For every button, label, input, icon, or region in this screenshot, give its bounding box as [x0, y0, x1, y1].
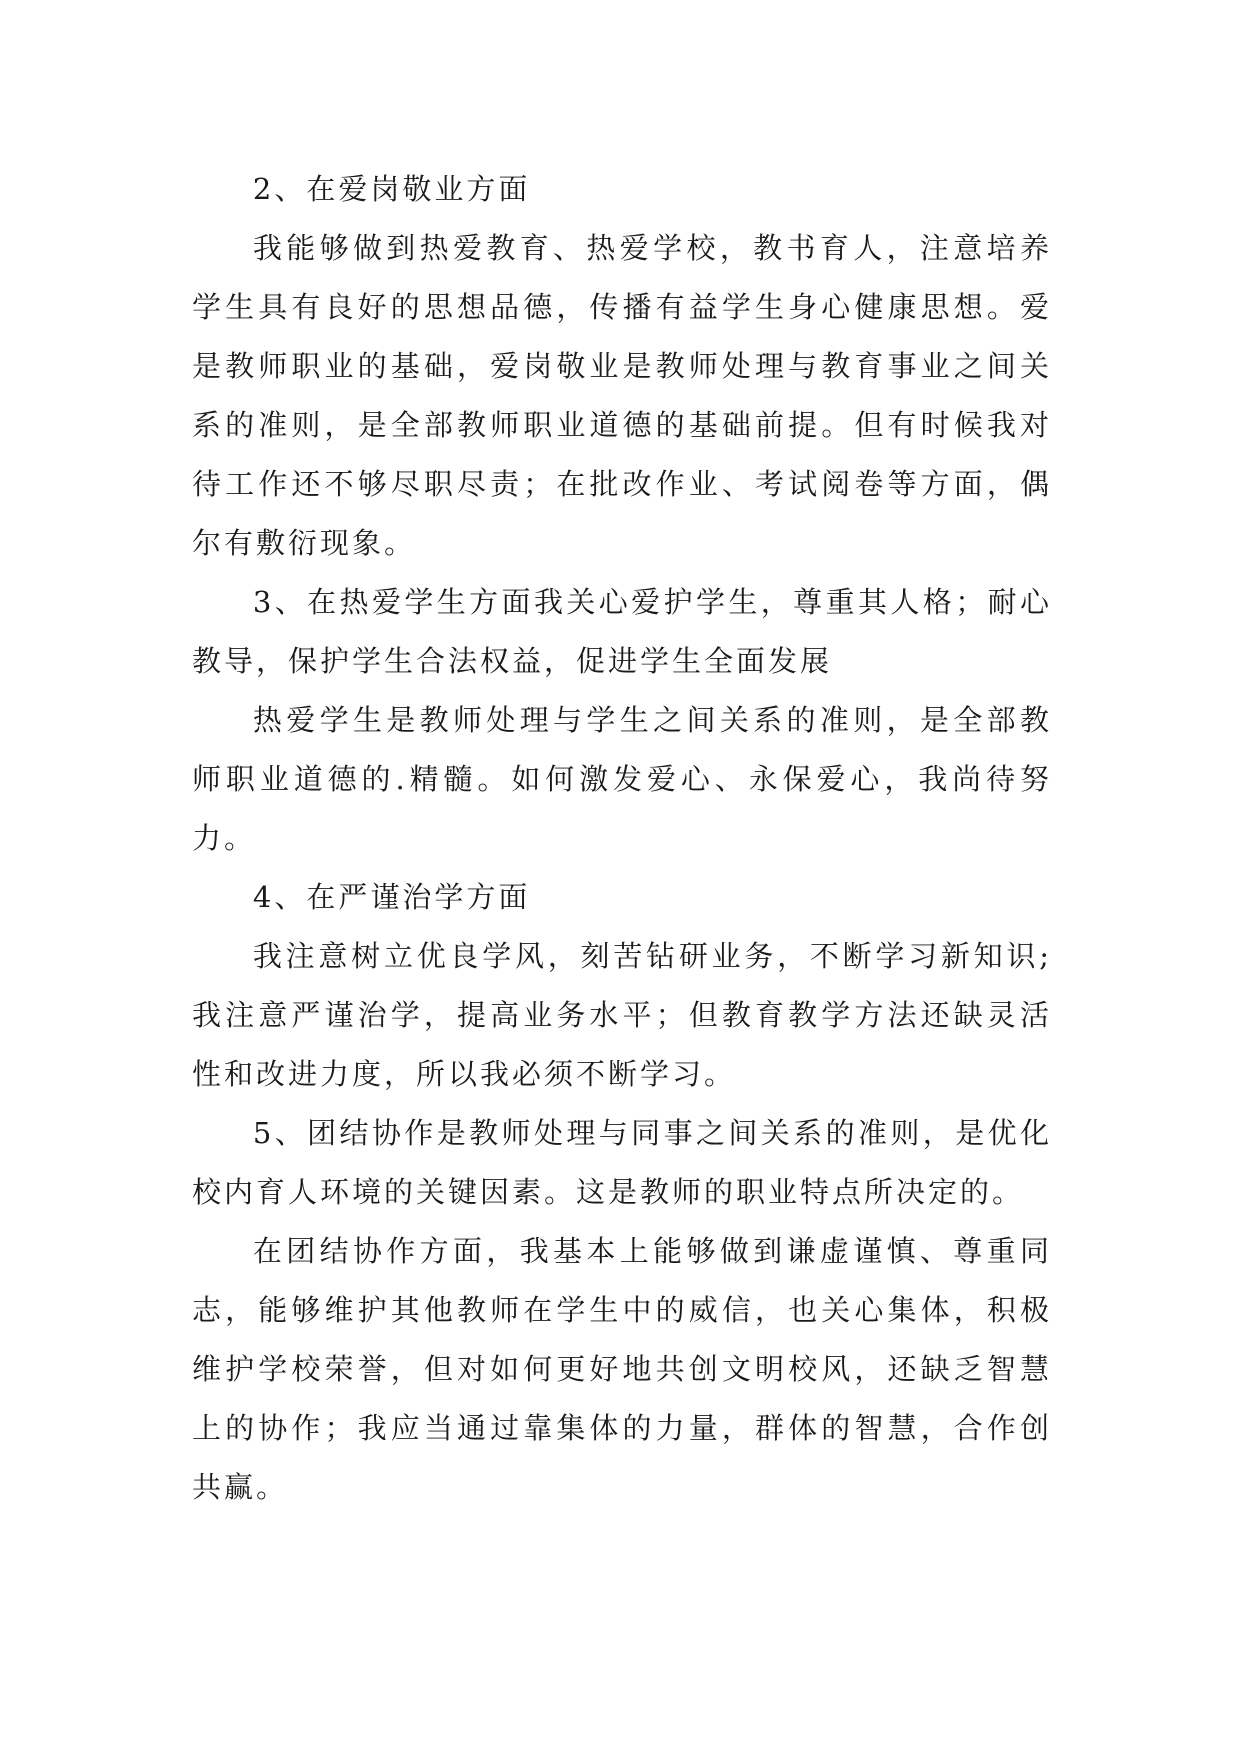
heading-yanjin-zhixue: 4、在严谨治学方面	[252, 880, 531, 914]
heading-reai-xuesheng: 3、在热爱学生方面我关心爱护学生，尊重其人格；耐心教导，保护学生合法权益，促进学生全面发展	[192, 585, 1052, 678]
paragraph-aigang-jingye: 我能够做到热爱教育、热爱学校，教书育人，注意培养学生具有良好的思想品德，传播有益学生身心健康思想。爱是教师职业的基础，爱岗敬业是教师处理与教育事业之间关系的准则，是全部教师职业道德的基础前提。但有时候我对待工作还不够尽职尽责；在批改作业、考试阅卷等方面，偶尔有敷衍现象。	[192, 231, 1052, 560]
paragraph-yanjin-zhixue: 我注意树立优良学风，刻苦钻研业务，不断学习新知识;我注意严谨治学，提高业务水平；但教育教学方法还缺灵活性和改进力度，所以我必须不断学习。	[192, 939, 1052, 1091]
document-body	[192, 160, 1052, 1517]
heading-tuanjie-xiezuo: 5、团结协作是教师处理与同事之间关系的准则，是优化校内育人环境的关键因素。这是教师的职业特点所决定的。	[192, 1116, 1052, 1209]
heading-aigang-jingye: 2、在爱岗敬业方面	[252, 172, 531, 206]
paragraph-reai-xuesheng: 热爱学生是教师处理与学生之间关系的准则，是全部教师职业道德的.精髓。如何激发爱心、永保爱心，我尚待努力。	[192, 703, 1052, 855]
paragraph-tuanjie-xiezuo: 在团结协作方面，我基本上能够做到谦虚谨慎、尊重同志，能够维护其他教师在学生中的威信，也关心集体，积极维护学校荣誉，但对如何更好地共创文明校风，还缺乏智慧上的协作；我应当通过靠集体的力量，群体的智慧，合作创共赢。	[192, 1234, 1052, 1504]
